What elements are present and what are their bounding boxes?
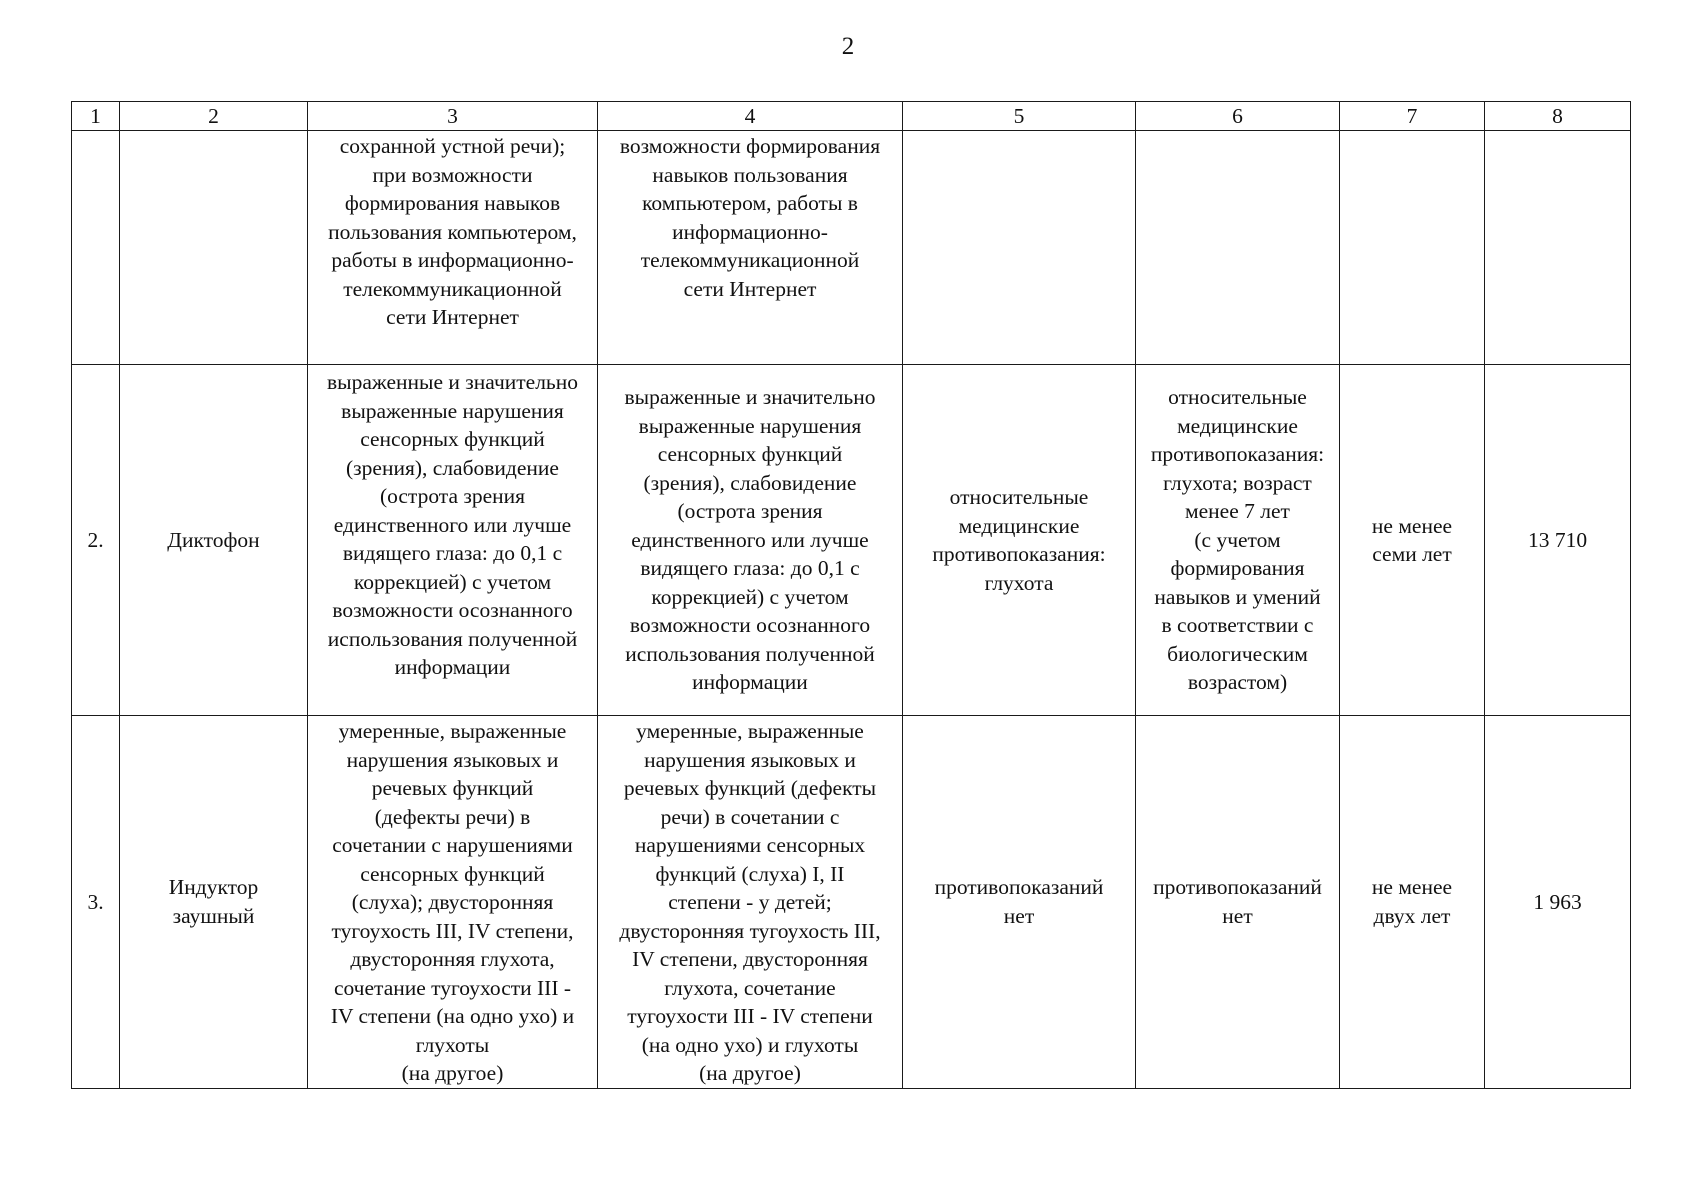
- device-name: Диктофон: [167, 527, 260, 552]
- indications-cell: [308, 131, 598, 365]
- table-header-row: [72, 102, 1631, 131]
- contraindications-cell: [903, 131, 1136, 365]
- contraindications-text: относительные медицинские противопоказания: глухота: [932, 485, 1106, 595]
- contraindications-children-cell: [1136, 716, 1340, 1089]
- row-number: 2.: [87, 527, 104, 552]
- indications-children-cell: [598, 716, 903, 1089]
- page-number: 2: [841, 33, 855, 60]
- indications-text: выраженные и значительно выраженные нарушения сенсорных функций (зрения), слабовидение (острота зрения единственного или лучше видящего глаза: до 0,1 с коррекцией) с учетом возможности осознанного использования полученной информации: [327, 370, 578, 679]
- contraindications-children-text: противопоказаний нет: [1153, 875, 1322, 928]
- row-number: 3.: [87, 889, 104, 914]
- table-row: [72, 365, 1631, 716]
- device-name-cell: [120, 716, 308, 1089]
- price-text: 13 710: [1527, 527, 1588, 552]
- contraindications-children-text: относительные медицинские противопоказания: глухота; возраст менее 7 лет (с учетом формирования навыков и умений в соответствии с биологическим возрастом): [1150, 385, 1325, 695]
- indications-cell: [308, 365, 598, 716]
- header-cell: 5: [903, 102, 1136, 131]
- indications-children-text: умеренные, выраженные нарушения языковых и речевых функций (дефекты речи) в сочетании с нарушениями сенсорных функций (слуха) I, II степени - у детей; двусторонняя тугоухость III, IV степени, двусторонняя глухота, сочетание тугоухости III - IV степени (на одно ухо) и глухоты (на другое): [619, 719, 881, 1085]
- price-text: 1 963: [1533, 889, 1582, 914]
- header-cell: 4: [598, 102, 903, 131]
- header-cell: 3: [308, 102, 598, 131]
- device-name-cell: [120, 131, 308, 365]
- device-name: Индуктор заушный: [168, 875, 259, 928]
- indications-children-cell: [598, 365, 903, 716]
- indications-text: сохранной устной речи); при возможности формирования навыков пользования компьютером, работы в информационно- телекоммуникационной сети Интернет: [328, 134, 577, 329]
- table-row: [72, 131, 1631, 365]
- table-row: [72, 716, 1631, 1089]
- row-number-cell: [72, 716, 120, 1089]
- indications-children-text: выраженные и значительно выраженные нарушения сенсорных функций (зрения), слабовидение (острота зрения единственного или лучше видящего глаза: до 0,1 с коррекцией) с учетом возможности осознанного использования полученной информации: [624, 385, 876, 695]
- price-cell: [1485, 716, 1631, 1089]
- usage-period-text: не менее двух лет: [1371, 875, 1453, 928]
- contraindications-cell: [903, 365, 1136, 716]
- price-cell: [1485, 365, 1631, 716]
- indications-cell: [308, 716, 598, 1089]
- usage-period-cell: [1340, 716, 1485, 1089]
- header-cell: 8: [1485, 102, 1631, 131]
- usage-period-cell: [1340, 365, 1485, 716]
- contraindications-children-cell: [1136, 365, 1340, 716]
- indications-text: умеренные, выраженные нарушения языковых и речевых функций (дефекты речи) в сочетании с нарушениями сенсорных функций (слуха); двусторонняя тугоухость III, IV степени, двусторонняя глухота, сочетание тугоухости III - IV степени (на одно ухо) и глухоты (на другое): [330, 719, 575, 1085]
- device-name-cell: [120, 365, 308, 716]
- indications-children-text: возможности формирования навыков пользования компьютером, работы в информационно- телекоммуникационной сети Интернет: [619, 134, 881, 301]
- usage-period-cell: [1340, 131, 1485, 365]
- price-cell: [1485, 131, 1631, 365]
- requirements-table: [71, 101, 1631, 1089]
- contraindications-cell: [903, 716, 1136, 1089]
- row-number-cell: [72, 365, 120, 716]
- contraindications-text: противопоказаний нет: [934, 875, 1104, 928]
- row-number-cell: [72, 131, 120, 365]
- header-cell: 1: [72, 102, 120, 131]
- header-cell: 7: [1340, 102, 1485, 131]
- header-cell: 6: [1136, 102, 1340, 131]
- usage-period-text: не менее семи лет: [1371, 513, 1453, 566]
- indications-children-cell: [598, 131, 903, 365]
- contraindications-children-cell: [1136, 131, 1340, 365]
- header-cell: 2: [120, 102, 308, 131]
